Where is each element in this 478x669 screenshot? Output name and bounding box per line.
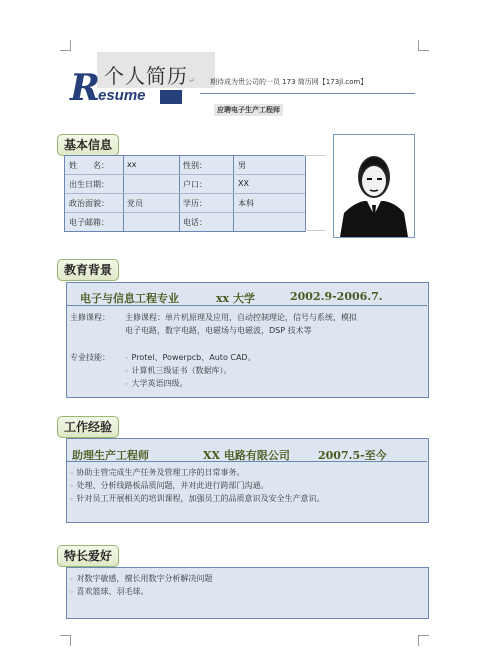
section-hobbies: 特长爱好 bbox=[57, 545, 119, 567]
header-rule bbox=[200, 93, 415, 94]
politics-value: 党员 bbox=[127, 199, 143, 208]
skill-item: ◦ Protel、Powerpcb、Auto CAD。 bbox=[125, 353, 256, 362]
phone-label: 电话： bbox=[183, 218, 207, 227]
hobby-item: ◦ 对数字敏感，擅长用数字分析解决问题 bbox=[70, 574, 213, 583]
courses-label: 主修课程： bbox=[70, 313, 110, 322]
applied-position: 应聘电子生产工程师 bbox=[214, 104, 283, 116]
crop-mark-bottom-left bbox=[60, 635, 71, 646]
crop-mark-bottom-right bbox=[418, 635, 429, 646]
hobby-item: ◦ 喜欢篮球、羽毛球。 bbox=[70, 587, 149, 596]
email-label: 电子邮箱： bbox=[69, 218, 109, 227]
courses-line-2: 电子电路，数字电路，电磁场与电磁波，DSP 技术等 bbox=[125, 326, 312, 335]
resume-title: 个人简历↵ bbox=[104, 64, 196, 88]
hukou-label: 户口： bbox=[183, 180, 207, 189]
name-label: 姓 名： bbox=[69, 161, 109, 170]
crop-mark-top-right bbox=[418, 40, 429, 51]
skill-item: ◦ 大学英语四级。 bbox=[125, 379, 188, 388]
hukou-value: XX bbox=[238, 179, 249, 188]
work-item: ◦ 处理、分析线路板品质问题，并对此进行跨部门沟通。 bbox=[70, 481, 269, 490]
birth-label: 出生日期： bbox=[69, 180, 109, 189]
education-period: 2002.9-2006.7. bbox=[290, 290, 383, 303]
gender-value: 男 bbox=[238, 161, 246, 170]
logo-text: esume bbox=[98, 87, 146, 104]
crop-mark-top-left bbox=[60, 40, 71, 51]
table-gridline bbox=[304, 230, 326, 231]
gender-label: 性别： bbox=[183, 161, 207, 170]
basic-info-table bbox=[64, 155, 306, 232]
work-item: ◦ 针对员工开展相关的培训课程，加强员工的品质意识及安全生产意识。 bbox=[70, 494, 325, 503]
work-period: 2007.5-至今 bbox=[318, 449, 387, 462]
company-name: XX 电路有限公司 bbox=[203, 449, 290, 462]
job-title: 助理生产工程师 bbox=[72, 449, 149, 462]
section-education: 教育背景 bbox=[57, 259, 119, 281]
section-basic-info: 基本信息 bbox=[57, 134, 119, 156]
politics-label: 政治面貌： bbox=[69, 199, 109, 208]
portrait-icon bbox=[334, 135, 414, 237]
education-major: 电子与信息工程专业 bbox=[80, 292, 179, 305]
table-gridline bbox=[304, 155, 326, 156]
work-item: ◦ 协助主管完成生产任务及管理工序的日常事务。 bbox=[70, 468, 245, 477]
courses-line-1: 主修课程：单片机原理及应用，自动控制理论，信号与系统，模拟 bbox=[125, 313, 357, 322]
skills-label: 专业技能： bbox=[70, 353, 110, 362]
section-work: 工作经验 bbox=[57, 416, 119, 438]
education-level-value: 本科 bbox=[238, 199, 254, 208]
tagline: 期待成为贵公司的一员 173 简历网【173jl.com】 bbox=[210, 78, 368, 86]
education-level-label: 学历： bbox=[183, 199, 207, 208]
skill-item: ◦ 计算机三级证书（数据库）。 bbox=[125, 366, 232, 375]
logo-initial: R bbox=[70, 67, 100, 109]
logo-block bbox=[160, 90, 182, 104]
education-school: xx 大学 bbox=[216, 292, 255, 305]
portrait-photo bbox=[333, 134, 415, 238]
name-value: xx bbox=[127, 160, 137, 169]
